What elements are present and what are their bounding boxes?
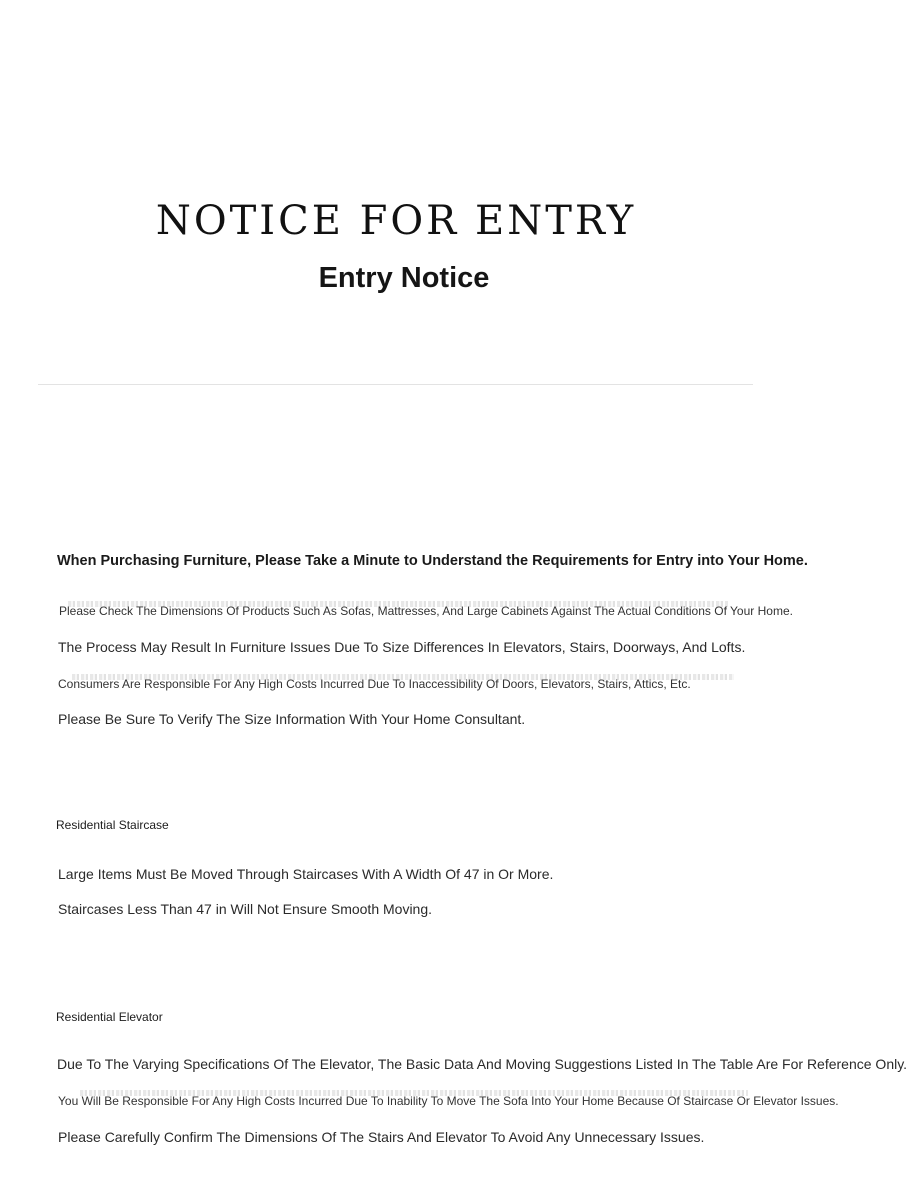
page-subtitle: Entry Notice — [318, 262, 490, 294]
elevator-line-1: Due To The Varying Specifications Of The Elevator, The Basic Data And Moving Suggestions Listed In The Table Are For Reference Only. — [57, 1056, 907, 1072]
divider — [38, 384, 753, 385]
staircase-line-1: Large Items Must Be Moved Through Staircases With A Width Of 47 in Or More. — [58, 866, 554, 882]
elevator-line-2: You Will Be Responsible For Any High Costs Incurred Due To Inability To Move The Sofa Into Your Home Because Of Staircase Or Elevator Issues. — [58, 1094, 839, 1108]
page-title: NOTICE FOR ENTRY — [155, 198, 637, 244]
intro-line-3: Consumers Are Responsible For Any High Costs Incurred Due To Inaccessibility Of Doors, Elevators, Stairs, Attics, Etc. — [58, 677, 691, 691]
intro-lead: When Purchasing Furniture, Please Take a Minute to Understand the Requirements for Entry into Your Home. — [57, 553, 808, 569]
intro-line-1: Please Check The Dimensions Of Products Such As Sofas, Mattresses, And Large Cabinets Against The Actual Conditions Of Your Home. — [59, 604, 793, 618]
elevator-line-3: Please Carefully Confirm The Dimensions Of The Stairs And Elevator To Avoid Any Unnecessary Issues. — [58, 1129, 705, 1145]
intro-line-4: Please Be Sure To Verify The Size Information With Your Home Consultant. — [58, 711, 526, 727]
staircase-line-2: Staircases Less Than 47 in Will Not Ensure Smooth Moving. — [58, 901, 433, 917]
staircase-label: Residential Staircase — [56, 818, 169, 832]
intro-line-2: The Process May Result In Furniture Issues Due To Size Differences In Elevators, Stairs, Doorways, And Lofts. — [58, 639, 746, 655]
elevator-label: Residential Elevator — [56, 1010, 163, 1024]
